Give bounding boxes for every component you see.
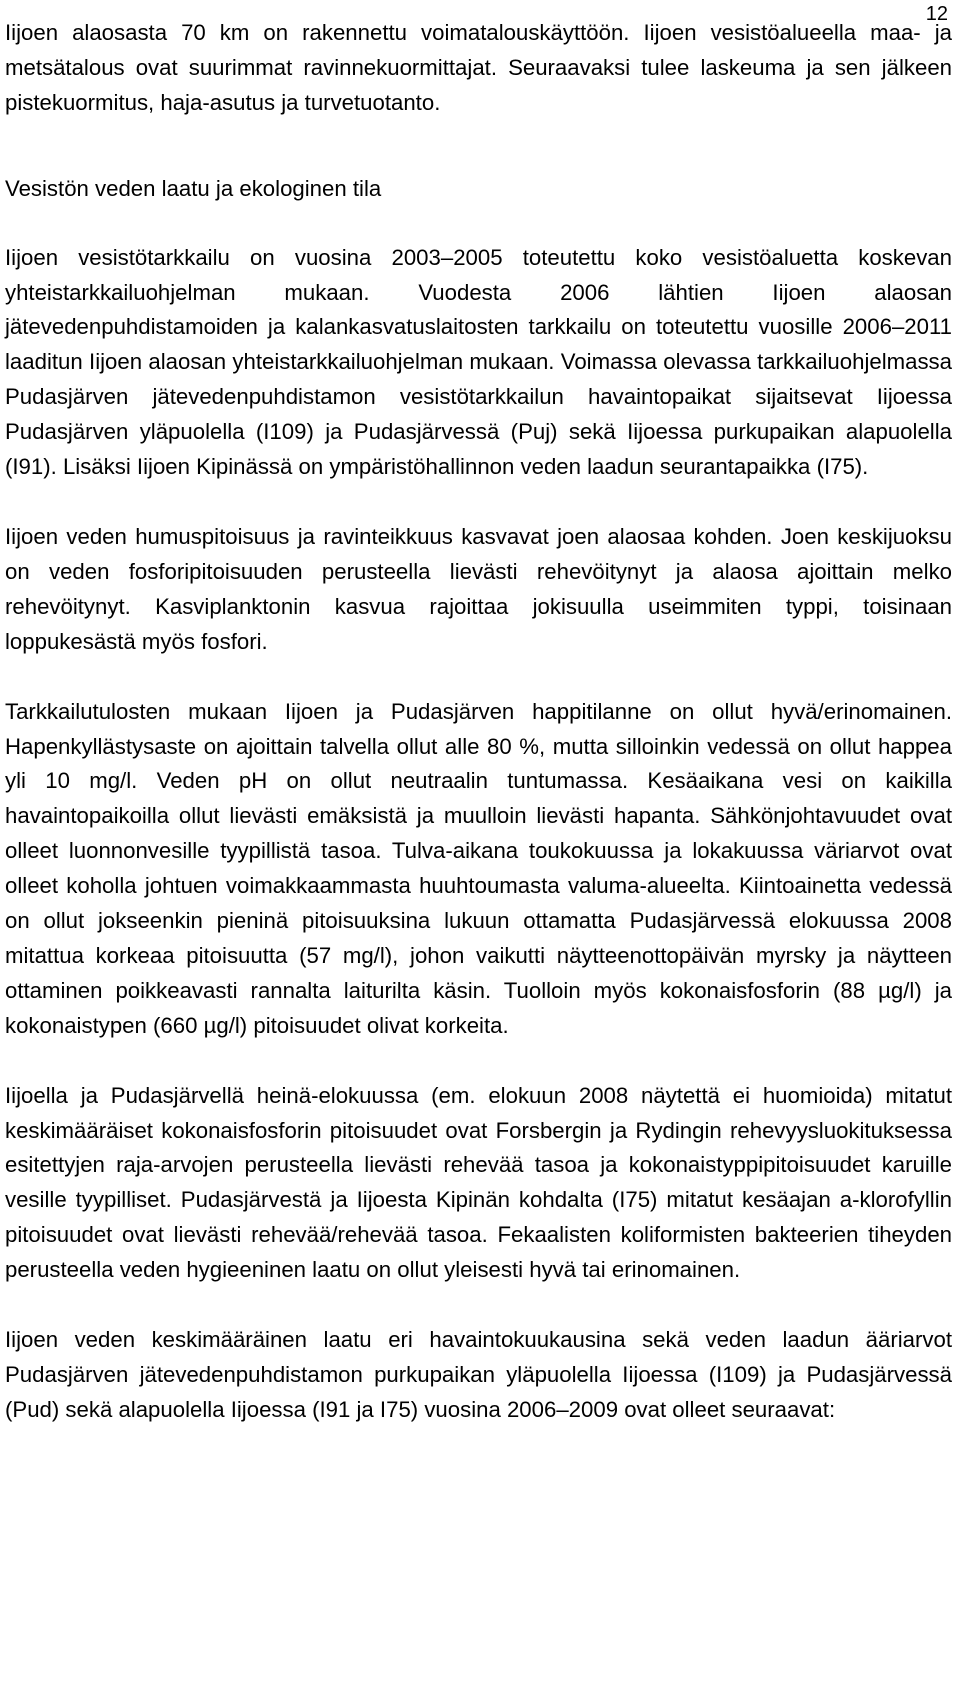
paragraph-intro: Iijoen alaosasta 70 km on rakennettu voimatalouskäyttöön. Iijoen vesistöalueella maa- ja metsätalous ovat suurimmat ravinnekuormittajat. Seuraavaksi tulee laskeuma ja sen jälkeen pistekuormitus, haja-asutus ja turvetuotanto.: [5, 20, 952, 115]
paragraph-phosphorus: Iijoella ja Pudasjärvellä heinä-elokuussa (em. elokuun 2008 näytettä ei huomioida) mitatut keskimääräiset kokonaisfosforin pitoisuudet ovat Forsbergin ja Rydingin rehevyysluokituksessa esitettyjen raja-arvojen perusteella lievästi rehevää tasoa ja kokonaistyppipitoisuudet karuille vesille tyypilliset. Pudasjärvestä ja Iijoesta Kipinän kohdalta (I75) mitatut kesäajan a-klorofyllin pitoisuudet ovat lievästi rehevää/rehevää tasoa. Fekaalisten koliformisten bakteerien tiheyden perusteella veden hygieeninen laatu on ollut yleisesti hyvä tai erinomainen.: [5, 1082, 952, 1283]
paragraph-summary: Iijoen veden keskimääräinen laatu eri havaintokuukausina sekä veden laadun ääriarvot Pudasjärven jätevedenpuhdistamon purkupaikan yläpuolella Iijoessa (I109) ja Pudasjärvessä (Pud) sekä alapuolella Iijoessa (I91 ja I75) vuosina 2006–2009 ovat olleet seuraavat:: [5, 1327, 952, 1422]
page-number: 12: [925, 3, 948, 25]
paragraph-humus: Iijoen veden humuspitoisuus ja ravinteikkuus kasvavat joen alaosaa kohden. Joen keskijuoksu on veden fosforipitoisuuden perusteella lievästi rehevöitynyt ja alaosa ajoittain melko rehevöitynyt. Kasviplanktonin kasvua rajoittaa jokisuulla useimmiten typpi, toisinaan loppukesästä myös fosfori.: [5, 523, 952, 654]
paragraph-monitoring: Iijoen vesistötarkkailu on vuosina 2003–2005 toteutettu koko vesistöaluetta koskevan yhteistarkkailuohjelman mukaan. Vuodesta 2006 lähtien Iijoen alaosan jätevedenpuhdistamoiden ja kalankasvatuslaitosten tarkkailu on toteutettu vuosille 2006–2011 laaditun Iijoen alaosan yhteistarkkailuohjelman mukaan. Voimassa olevassa tarkkailuohjelmassa Pudasjärven jätevedenpuhdistamon vesistötarkkailun havaintopaikat sijaitsevat Iijoessa Pudasjärven yläpuolella (I109) ja Pudasjärvessä (Puj) sekä Iijoessa purkupaikan alapuolella (I91). Lisäksi Iijoen Kipinässä on ympäristöhallinnon veden laadun seurantapaikka (I75).: [5, 244, 952, 480]
section-heading: Vesistön veden laatu ja ekologinen tila: [5, 175, 382, 201]
paragraph-results: Tarkkailutulosten mukaan Iijoen ja Pudasjärven happitilanne on ollut hyvä/erinomainen. Hapenkyllästysaste on ajoittain talvella ollut alle 80 %, mutta silloinkin vedessä on ollut happea yli 10 mg/l. Veden pH on ollut neutraalin tuntumassa. Kesäaikana vesi on kaikilla havaintopaikoilla ollut lievästi emäksistä ja muulloin lievästi hapanta. Sähkönjohtavuudet ovat olleet luonnonvesille tyypillistä tasoa. Tulva-aikana toukokuussa ja lokakuussa väriarvot ovat olleet koholla johtuen voimakkaammasta huuhtoumasta valuma-alueelta. Kiintoainetta vedessä on ollut jokseenkin pieninä pitoisuuksina lukuun ottamatta Pudasjärvessä elokuussa 2008 mitattua korkeaa pitoisuutta (57 mg/l), johon vaikutti näytteenottopäivän myrsky ja näytteen ottaminen poikkeavasti rannalta laiturilta käsin. Tuolloin myös kokonaisfosforin (88 µg/l) ja kokonaistypen (660 µg/l) pitoisuudet olivat korkeita.: [5, 698, 952, 1038]
document-body: [5, 16, 952, 1428]
